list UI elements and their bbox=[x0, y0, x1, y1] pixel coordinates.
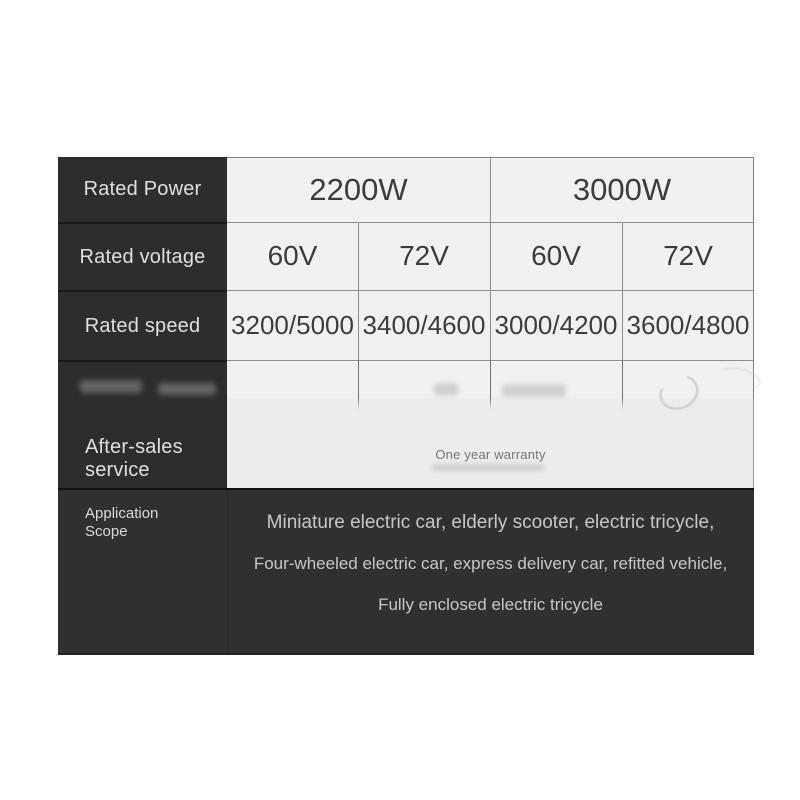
voltage-value: 60V bbox=[267, 240, 318, 271]
speed-value-cell bbox=[227, 290, 358, 360]
voltage-value-cell bbox=[227, 222, 358, 290]
grid-line-fading bbox=[490, 360, 491, 410]
rated-speed-label: Rated speed bbox=[84, 314, 201, 337]
speed-value-cell bbox=[622, 290, 754, 360]
illegible-text-smudge bbox=[158, 383, 216, 395]
spec-table bbox=[58, 157, 754, 655]
data-area bbox=[227, 157, 754, 488]
voltage-value: 72V bbox=[663, 240, 713, 271]
grid-line-fading bbox=[358, 360, 359, 410]
power-value-2200w: 2200W bbox=[309, 172, 408, 207]
row-label-rated-voltage bbox=[58, 222, 227, 290]
application-scope-text-line: Miniature electric car, elderly scooter, electric tricycle, bbox=[266, 512, 715, 533]
speed-value-cell bbox=[358, 290, 490, 360]
application-scope-label bbox=[85, 505, 158, 541]
voltage-value: 72V bbox=[399, 240, 449, 271]
illegible-text-smudge bbox=[434, 383, 458, 396]
warranty-text: One year warranty bbox=[435, 446, 546, 462]
application-scope-text-line: Four-wheeled electric car, express delivery car, refitted vehicle, bbox=[253, 554, 728, 573]
voltage-value-cell bbox=[358, 222, 490, 290]
application-scope-text-line: Fully enclosed electric tricycle bbox=[378, 595, 603, 614]
voltage-value-cell bbox=[622, 222, 754, 290]
speed-value: 3000/4200 bbox=[494, 309, 618, 340]
illegible-text-smudge bbox=[432, 464, 544, 471]
row-label-rated-power bbox=[58, 157, 227, 222]
pen-scribble-mark bbox=[715, 364, 763, 395]
speed-value: 3200/5000 bbox=[231, 309, 354, 340]
speed-value: 3600/4800 bbox=[626, 309, 750, 340]
application-scope-label-line1: Application bbox=[85, 505, 159, 522]
row-label-rated-speed bbox=[58, 290, 227, 360]
rated-power-label: Rated Power bbox=[83, 178, 202, 200]
after-sales-label-line2: service bbox=[85, 459, 150, 481]
voltage-value: 60V bbox=[531, 240, 581, 271]
power-value-cell bbox=[490, 158, 754, 222]
speed-value-cell bbox=[490, 290, 622, 360]
speed-value: 3400/4600 bbox=[362, 309, 486, 340]
rated-voltage-label: Rated voltage bbox=[79, 245, 206, 268]
illegible-text-smudge bbox=[502, 384, 566, 397]
voltage-value-cell bbox=[490, 222, 622, 290]
row-label-merged-block bbox=[58, 360, 227, 488]
illegible-text-smudge bbox=[80, 380, 142, 393]
power-value-cell bbox=[227, 158, 490, 222]
application-scope-row bbox=[58, 488, 754, 655]
after-sales-service-label bbox=[85, 436, 183, 482]
grid-line-fading bbox=[622, 360, 623, 410]
application-scope-label-line2: Scope bbox=[85, 523, 128, 540]
power-value-3000w: 3000W bbox=[572, 172, 672, 207]
after-sales-label-line1: After-sales bbox=[85, 436, 183, 458]
warranty-cell bbox=[227, 426, 754, 482]
